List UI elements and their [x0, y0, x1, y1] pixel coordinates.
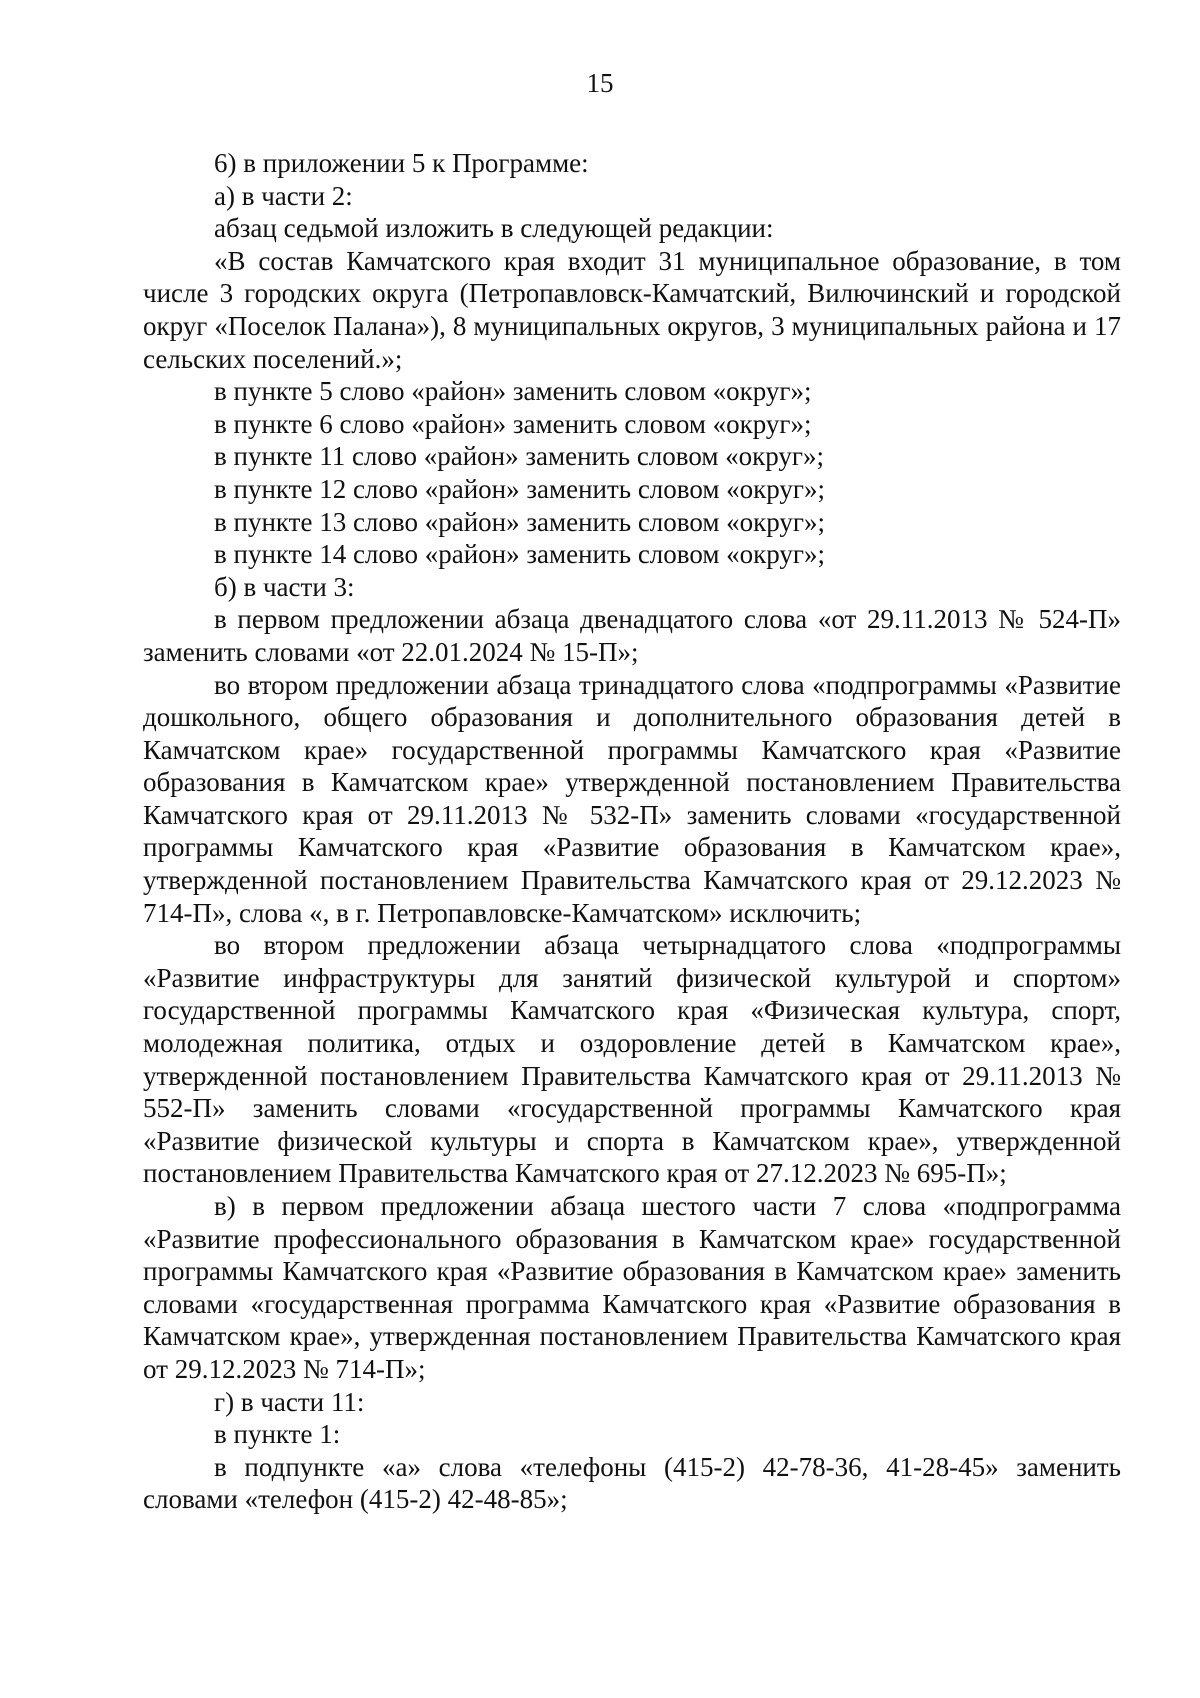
document-body — [143, 147, 1121, 1516]
paragraph-point-5: в пункте 5 слово «район» заменить словом «округ»; — [214, 376, 812, 407]
paragraph-part-7: в) в первом предложении абзаца шестого части 7 слова «подпрограмма «Развитие профессионального образования в Камчатском крае» государственной программы Камчатского края «Развитие образования в Камчатском крае» заменить словами «государственная программа Камчатского края «Развитие образования в Камчатском крае», утвержденная постановлением Правительства Камчатского края от 29.12.2023 № 714-П»; — [143, 1191, 1121, 1384]
paragraph-new-wording: «В состав Камчатского края входит 31 муниципальное образование, в том числе 3 городских округа (Петропавловск-Камчатский, Вилючинский и городской округ «Поселок Палана»), 8 муниципальных округов, 3 муниципальных района и 17 сельских поселений.»; — [143, 245, 1121, 374]
paragraph-part-2: а) в части 2: — [214, 180, 353, 211]
paragraph-point-1: в пункте 1: — [214, 1419, 341, 1450]
paragraph-subpoint-a: в подпункте «а» слова «телефоны (415-2) 42-78-36, 41-28-45» заменить словами «телефон (415-2) 42-48-85»; — [143, 1451, 1121, 1515]
paragraph-seventh-abzac: абзац седьмой изложить в следующей редакции: — [214, 213, 774, 244]
paragraph-fourteenth-abzac: во втором предложении абзаца четырнадцатого слова «подпрограммы «Развитие инфраструктуры для занятий физической культурой и спортом» государственной программы Камчатского края «Физическая культура, спорт, молодежная политика, отдых и оздоровление детей в Камчатском крае», утвержденной постановлением Правительства Камчатского края от 29.11.2013 № 552-П» заменить словами «государственной программы Камчатского края «Развитие физической культуры и спорта в Камчатском крае», утвержденной постановлением Правительства Камчатского края от 27.12.2023 № 695-П»; — [143, 930, 1121, 1189]
paragraph-point-11: в пункте 11 слово «район» заменить словом «округ»; — [214, 441, 825, 472]
paragraph-point-14: в пункте 14 слово «район» заменить словом «округ»; — [214, 539, 826, 570]
paragraph-point-13: в пункте 13 слово «район» заменить словом «округ»; — [214, 506, 826, 537]
paragraph-point-12: в пункте 12 слово «район» заменить словом «округ»; — [214, 473, 826, 504]
paragraph-part-3: б) в части 3: — [214, 571, 355, 602]
paragraph-twelfth-abzac: в первом предложении абзаца двенадцатого слова «от 29.11.2013 № 524-П» заменить словами «от 22.01.2024 № 15-П»; — [143, 604, 1121, 667]
paragraph-thirteenth-abzac: во втором предложении абзаца тринадцатого слова «подпрограммы «Развитие дошкольного, общего образования и дополнительного образования детей в Камчатском крае» государственной программы Камчатского края «Развитие образования в Камчатском крае» утвержденной постановлением Правительства Камчатского края от 29.11.2013 № 532-П» заменить словами «государственной программы Камчатского края «Развитие образования в Камчатском крае», утвержденной постановлением Правительства Камчатского края от 29.12.2023 № 714-П», слова «, в г. Петропавловске-Камчатском» исключить; — [143, 669, 1121, 928]
paragraph-point-6: в пункте 6 слово «район» заменить словом «округ»; — [214, 408, 812, 439]
paragraph-part-11: г) в части 11: — [214, 1386, 365, 1417]
paragraph-item-6-appendix-5: 6) в приложении 5 к Программе: — [214, 148, 589, 178]
page-number: 15 — [586, 68, 614, 98]
